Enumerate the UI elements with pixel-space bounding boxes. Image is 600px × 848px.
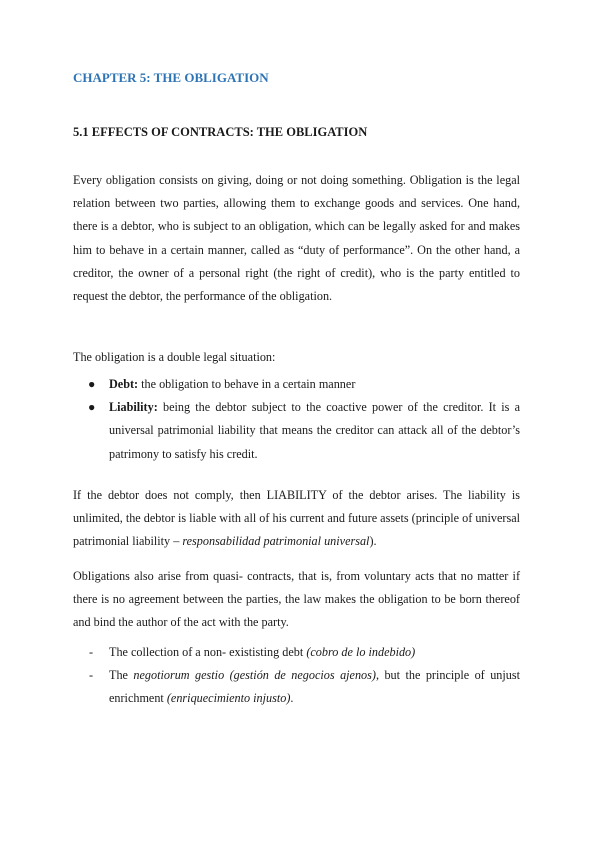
paragraph-liability-text: If the debtor does not comply, then LIABILITY of the debtor arises. The liability is unlimited, the debtor is liable with all of his current and future assets (principle of universal patrimonial liability –	[73, 488, 520, 549]
paragraph-double-situation-intro: The obligation is a double legal situation:	[73, 350, 276, 364]
text-debt: the obligation to behave in a certain manner	[138, 377, 356, 391]
paragraph-quasi-contracts: Obligations also arise from quasi- contracts, that is, from voluntary acts that no matter if there is no agreement between the parties, the law makes the obligation to be born thereof and bind the author of the act with the party.	[73, 569, 520, 630]
list-item-non-existing-debt	[73, 641, 520, 664]
paragraph-liability-italic: responsabilidad patrimonial universal	[182, 534, 370, 549]
section-title: 5.1 EFFECTS OF CONTRACTS: THE OBLIGATION	[73, 125, 368, 139]
bullet-list	[73, 373, 520, 466]
dash-icon: -	[89, 645, 94, 659]
dash-item-italic: (cobro de lo indebido)	[306, 645, 416, 659]
list-item-debt	[73, 373, 520, 396]
dash-item-post-2: .	[290, 691, 294, 706]
dash-item-italic: negotiorum gestio (gestión de negocios ajenos)	[133, 668, 376, 683]
dash-item-italic-2: (enriquecimiento injusto)	[166, 691, 291, 706]
list-item-liability	[73, 396, 520, 466]
paragraph-liability	[73, 484, 520, 554]
term-liability: Liability:	[109, 400, 158, 415]
dash-icon: -	[89, 668, 94, 683]
paragraph-obligation-definition: Every obligation consists on giving, doing or not doing something. Obligation is the legal relation between two parties, allowing them to exchange goods and services. One hand, there is a debtor, who is subject to an obligation, which can be legally asked for and makes him to behave in a certain manner, called as “duty of performance”. On the other hand, a creditor, the owner of a personal right (the right of credit), who is the party entitled to request the debtor, the performance of the obligation.	[73, 173, 520, 304]
dash-list	[73, 641, 520, 711]
chapter-title: CHAPTER 5: THE OBLIGATION	[73, 70, 269, 85]
list-item-negotiorum-gestio	[73, 664, 520, 710]
paragraph-liability-end: ).	[369, 534, 377, 549]
bullet-icon: ●	[88, 400, 96, 415]
text-liability: being the debtor subject to the coactive power of the creditor. It is a universal patrimonial liability that means the creditor can attack all of the debtor’s patrimony to satisfy his credit.	[109, 400, 520, 461]
dash-item-post: , but the principle of unjust enrichment	[109, 668, 520, 706]
dash-item-text: The	[109, 668, 134, 683]
dash-item-text: The collection of a non- exististing debt	[109, 645, 307, 659]
term-debt: Debt:	[109, 377, 139, 391]
bullet-icon: ●	[88, 377, 96, 391]
